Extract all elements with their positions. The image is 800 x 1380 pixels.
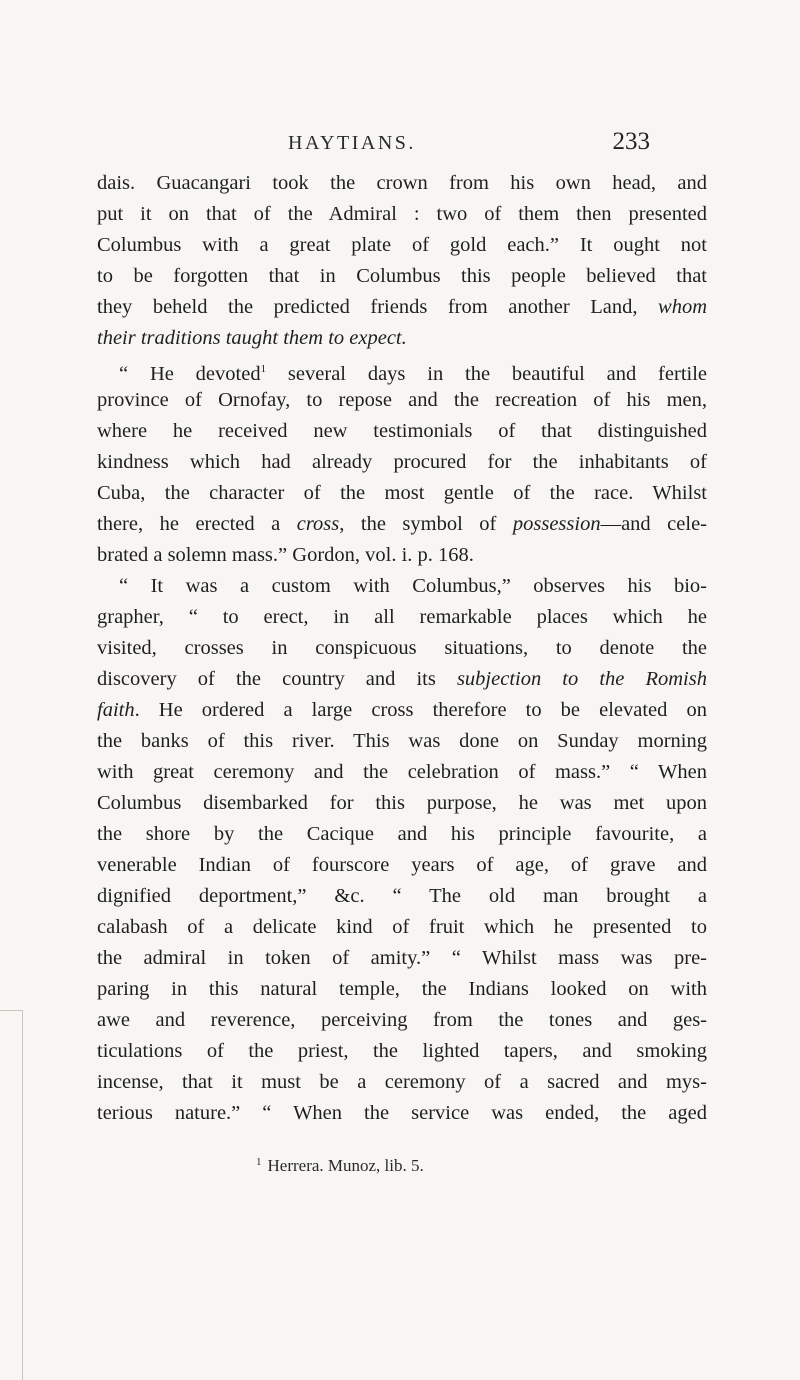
text-line: kindness which had already procured for the inhabitants of xyxy=(97,451,707,473)
text-line: they beheld the predicted friends from another Land, whom xyxy=(97,296,707,318)
footnote-marker: 1 xyxy=(256,1156,262,1168)
text-line: the shore by the Cacique and his principle favourite, a xyxy=(97,823,707,845)
text-line: dais. Guacangari took the crown from his own head, and xyxy=(97,172,707,194)
footnote xyxy=(256,1156,424,1176)
text-line: awe and reverence, perceiving from the tones and ges- xyxy=(97,1009,707,1031)
text-line: discovery of the country and its subjection to the Romish xyxy=(97,668,707,690)
text-line: province of Ornofay, to repose and the recreation of his men, xyxy=(97,389,707,411)
body-text xyxy=(97,168,707,1129)
footnote-text: Herrera. Munoz, lib. 5. xyxy=(267,1156,424,1175)
running-head xyxy=(230,128,650,162)
text-line: terious nature.” “ When the service was ended, the aged xyxy=(97,1102,707,1124)
text-line: the banks of this river. This was done on Sunday morning xyxy=(97,730,707,752)
text-line: where he received new testimonials of that distinguished xyxy=(97,420,707,442)
text-line: Columbus with a great plate of gold each.” It ought not xyxy=(97,234,707,256)
text-line: their traditions taught them to expect. xyxy=(97,327,407,349)
page-number: 233 xyxy=(612,128,650,155)
text-line: to be forgotten that in Columbus this people believed that xyxy=(97,265,707,287)
running-title: HAYTIANS. xyxy=(288,132,416,154)
text-line: grapher, “ to erect, in all remarkable places which he xyxy=(97,606,707,628)
text-line: Cuba, the character of the most gentle of the race. Whilst xyxy=(97,482,707,504)
text-line: Columbus disembarked for this purpose, he was met upon xyxy=(97,792,707,814)
text-line: visited, crosses in conspicuous situations, to denote the xyxy=(97,637,707,659)
text-line: venerable Indian of fourscore years of age, of grave and xyxy=(97,854,707,876)
text-line: “ It was a custom with Columbus,” observes his bio- xyxy=(119,575,707,597)
text-line: with great ceremony and the celebration of mass.” “ When xyxy=(97,761,707,783)
text-line: dignified deportment,” &c. “ The old man brought a xyxy=(97,885,707,907)
text-line: the admiral in token of amity.” “ Whilst mass was pre- xyxy=(97,947,707,969)
footnote-ref: 1 xyxy=(260,363,267,375)
text-line: put it on that of the Admiral : two of them then presented xyxy=(97,203,707,225)
text-line: ticulations of the priest, the lighted tapers, and smoking xyxy=(97,1040,707,1062)
text-line: faith. He ordered a large cross therefore to be elevated on xyxy=(97,699,707,721)
text-line: “ He devoted$^1$ several days in the beautiful and fertile xyxy=(119,362,707,385)
text-line: paring in this natural temple, the Indians looked on with xyxy=(97,978,707,1000)
text-line: calabash of a delicate kind of fruit which he presented to xyxy=(97,916,707,938)
text-line: brated a solemn mass.” Gordon, vol. i. p. 168. xyxy=(97,544,474,566)
page-edge-line xyxy=(0,1010,23,1380)
text-line: there, he erected a cross, the symbol of possession—and cele- xyxy=(97,513,707,535)
text-line: incense, that it must be a ceremony of a sacred and mys- xyxy=(97,1071,707,1093)
